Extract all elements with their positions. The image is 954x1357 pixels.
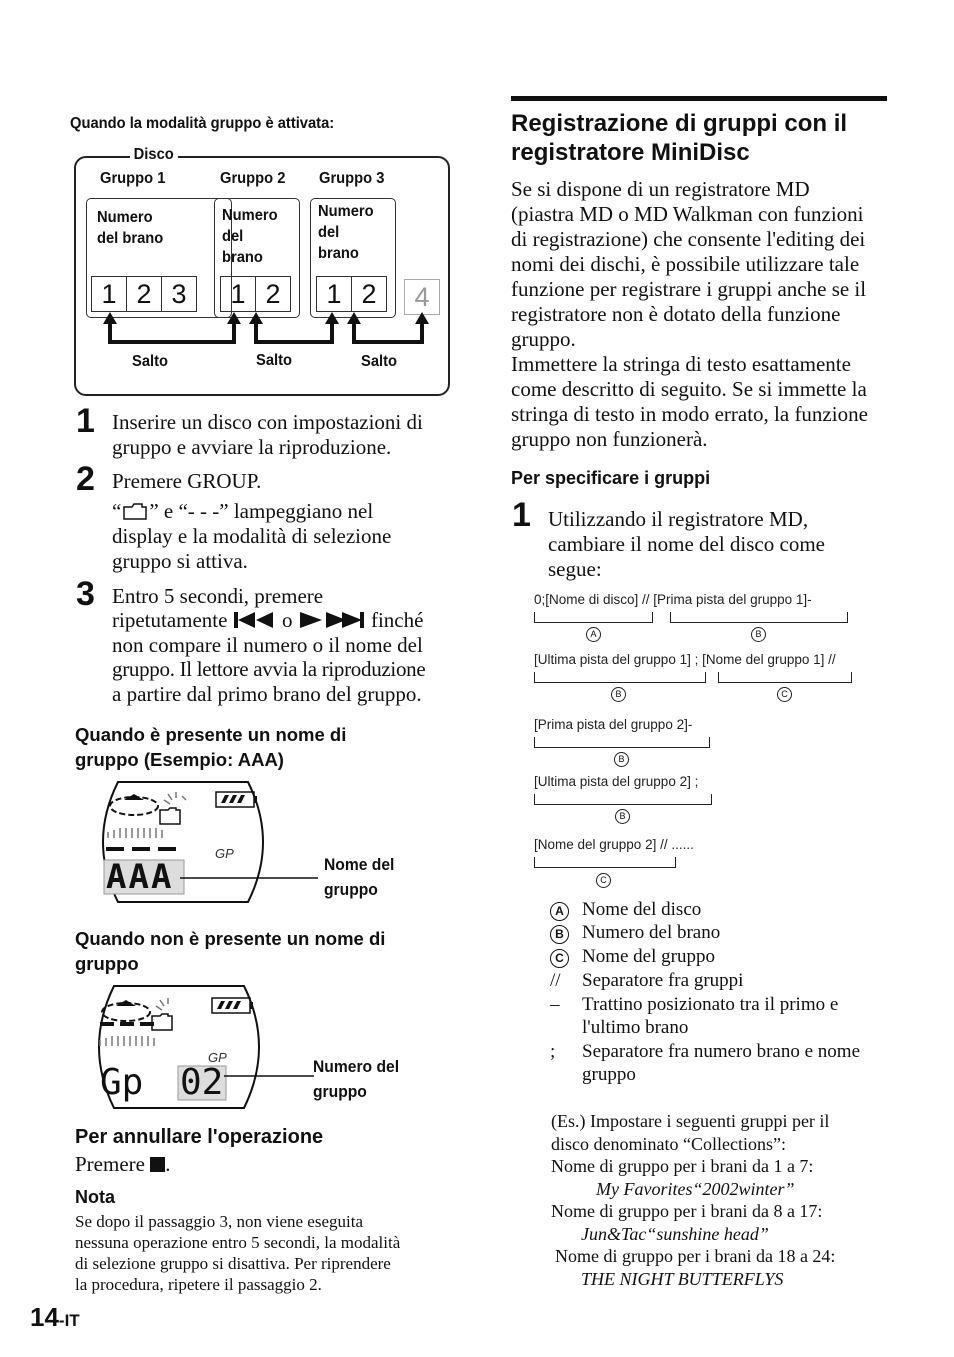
section-title: Registrazione di gruppi con il registratore MiniDisc bbox=[511, 110, 848, 166]
legend-key: // bbox=[550, 970, 561, 991]
track-cell: 1 bbox=[316, 276, 352, 312]
example-block bbox=[551, 1110, 835, 1290]
syntax-bracket bbox=[534, 612, 653, 623]
marker-c: C bbox=[777, 687, 792, 702]
page-number: 14-IT bbox=[30, 1302, 80, 1332]
example-line: Nome di gruppo per i brani da 18 a 24: bbox=[555, 1246, 836, 1266]
callout-group-name: Nome del gruppo bbox=[324, 855, 395, 899]
step-3-line4: gruppo. Il lettore avvia la riproduzione bbox=[112, 657, 426, 681]
step-3-line3: non compare il numero o il nome del bbox=[112, 633, 423, 657]
step-number-1: 1 bbox=[76, 402, 95, 440]
track-cell: 1 bbox=[91, 276, 127, 312]
track-cell: 2 bbox=[255, 276, 291, 312]
section-rule bbox=[511, 96, 887, 101]
legend-key: ; bbox=[550, 1041, 556, 1062]
cancel-heading: Per annullare l'operazione bbox=[75, 1126, 324, 1148]
example-line: Nome di gruppo per i brani da 1 a 7: bbox=[551, 1156, 814, 1176]
lcd-display-name bbox=[88, 780, 278, 904]
group-name-1: Gruppo 1 bbox=[100, 170, 166, 187]
legend-key: B bbox=[550, 925, 569, 944]
example-group-name: Jun&Tac“sunshine head” bbox=[581, 1223, 769, 1244]
gp-indicator: GP bbox=[208, 1050, 227, 1065]
no-group-name-heading: Quando non è presente un nome di gruppo bbox=[75, 928, 386, 974]
marker-b: B bbox=[615, 809, 630, 824]
syntax-bracket bbox=[670, 612, 848, 623]
step-2-line2: “ ” e “- - -” lampeggiano nel bbox=[112, 499, 373, 527]
lcd-group-number: 02 bbox=[180, 1062, 224, 1103]
intro-paragraph-2: Immettere la stringa di testo esattamente come descritto di seguito. Se si immette la stringa di testo in modo errato, la funzione gruppo non funzionerà. bbox=[511, 352, 868, 451]
example-group-name: THE NIGHT BUTTERFLYS bbox=[581, 1268, 784, 1289]
next-track-icon bbox=[298, 610, 366, 635]
note-text: Se dopo il passaggio 3, non viene eseguita nessuna operazione entro 5 secondi, la modalità di selezione gruppo si disattiva. Per riprendere la procedura, ripetere il passaggio 2. bbox=[75, 1212, 401, 1294]
track-number-label: Numero del brano bbox=[222, 207, 278, 266]
step-3-line2: ripetutamente o finché bbox=[112, 608, 423, 635]
callout-line bbox=[224, 1070, 316, 1082]
syntax-line-2: [Ultima pista del gruppo 1] ; [Nome del gruppo 1] // bbox=[534, 652, 836, 667]
step-number-2: 2 bbox=[76, 460, 95, 498]
gp-indicator: GP bbox=[215, 846, 234, 861]
syntax-bracket bbox=[534, 672, 706, 683]
extra-track-cell: 4 bbox=[404, 279, 440, 315]
legend-key: C bbox=[550, 949, 569, 968]
example-group-name: My Favorites“2002winter” bbox=[596, 1178, 795, 1199]
stop-icon bbox=[150, 1157, 165, 1172]
step-number-3: 3 bbox=[76, 575, 95, 613]
syntax-bracket bbox=[534, 794, 712, 805]
note-heading: Nota bbox=[75, 1187, 115, 1207]
marker-b: B bbox=[751, 627, 766, 642]
step-3-line1: Entro 5 secondi, premere bbox=[112, 584, 324, 608]
jump-label: Salto bbox=[256, 352, 292, 369]
step-number-1: 1 bbox=[512, 496, 531, 534]
step-1-text: Inserire un disco con impostazioni di gruppo e avviare la riproduzione. bbox=[112, 410, 423, 459]
jump-label: Salto bbox=[361, 353, 397, 370]
example-line: disco denominato “Collections”: bbox=[551, 1133, 786, 1154]
track-cell: 3 bbox=[161, 276, 197, 312]
step-2-line4: gruppo si attiva. bbox=[112, 549, 248, 573]
track-cell: 1 bbox=[220, 276, 256, 312]
step-1-text: Utilizzando il registratore MD, cambiare il nome del disco come segue: bbox=[548, 507, 825, 581]
syntax-bracket bbox=[718, 672, 852, 683]
marker-c: C bbox=[596, 873, 611, 888]
track-cell: 2 bbox=[126, 276, 162, 312]
marker-b: B bbox=[611, 687, 626, 702]
step-2-line1: Premere GROUP. bbox=[112, 469, 262, 493]
group-name-heading: Quando è presente un nome di gruppo (Esempio: AAA) bbox=[75, 724, 347, 770]
legend-key: – bbox=[550, 994, 560, 1015]
legend-text: Nome del gruppo bbox=[582, 946, 715, 967]
legend-key: A bbox=[550, 902, 569, 921]
callout-group-number: Numero del gruppo bbox=[313, 1057, 400, 1101]
legend-text: Separatore fra numero brano e nome gruppo bbox=[582, 1041, 861, 1085]
legend-text: Separatore fra gruppi bbox=[582, 970, 744, 991]
syntax-bracket bbox=[534, 857, 676, 868]
previous-track-icon bbox=[233, 610, 277, 635]
track-cell: 2 bbox=[351, 276, 387, 312]
callout-line bbox=[180, 872, 320, 884]
intro-paragraph-1: Se si dispone di un registratore MD (piastra MD o MD Walkman con funzioni di registrazione) che consente l'editing dei nomi dei dischi, è possibile utilizzare tale funzione per registrare i gruppi anche se il registratore non è dotato della funzione gruppo. bbox=[511, 177, 867, 351]
group-diagram bbox=[74, 146, 448, 394]
cancel-instruction: Premere . bbox=[75, 1152, 171, 1176]
jump-label: Salto bbox=[132, 353, 168, 370]
syntax-line-4: [Ultima pista del gruppo 2] ; bbox=[534, 774, 699, 789]
syntax-bracket bbox=[534, 737, 710, 748]
lcd-prefix: Gp bbox=[100, 1062, 144, 1103]
example-line: Nome di gruppo per i brani da 8 a 17: bbox=[551, 1201, 823, 1221]
legend-text: Numero del brano bbox=[582, 922, 721, 943]
track-number-label: Numero del brano bbox=[318, 203, 374, 262]
legend-text: Trattino posizionato tra il primo e l'ultimo brano bbox=[582, 994, 839, 1038]
group-name-2: Gruppo 2 bbox=[220, 170, 286, 187]
lcd-display-number bbox=[84, 984, 274, 1110]
syntax-line-5: [Nome del gruppo 2] // ...... bbox=[534, 837, 694, 852]
marker-a: A bbox=[586, 627, 601, 642]
disc-label: Disco bbox=[130, 146, 177, 164]
legend-text: Nome del disco bbox=[582, 899, 702, 920]
track-number-label: Numero del brano bbox=[97, 209, 164, 247]
lcd-group-name: AAA bbox=[106, 857, 174, 897]
syntax-line-3: [Prima pista del gruppo 2]- bbox=[534, 717, 693, 732]
group-name-3: Gruppo 3 bbox=[319, 170, 385, 187]
sub-heading: Per specificare i gruppi bbox=[511, 468, 711, 488]
syntax-line-1: 0;[Nome di disco] // [Prima pista del gruppo 1]- bbox=[534, 592, 812, 607]
marker-b: B bbox=[614, 752, 629, 767]
example-line: (Es.) Impostare i seguenti gruppi per il bbox=[551, 1111, 830, 1131]
diagram-title: Quando la modalità gruppo è attivata: bbox=[70, 115, 335, 132]
step-2-line3: display e la modalità di selezione bbox=[112, 524, 392, 548]
step-3-line5: a partire dal primo brano del gruppo. bbox=[112, 682, 422, 706]
